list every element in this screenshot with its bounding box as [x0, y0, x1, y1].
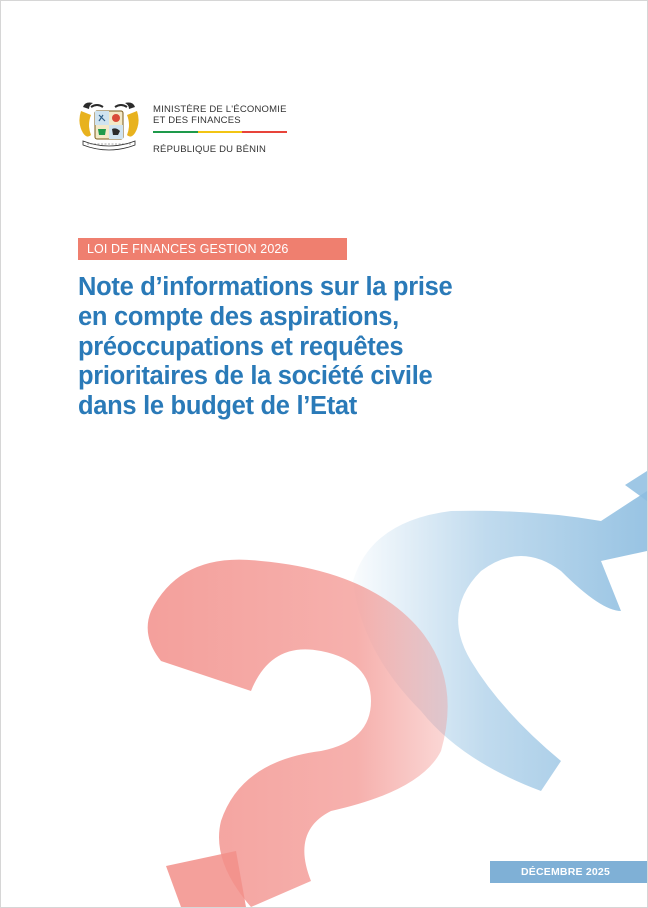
question-marks-illustration: [1, 461, 647, 907]
ministry-header: [77, 99, 317, 159]
title-line: en compte des aspirations,: [78, 302, 399, 331]
date-badge: DÉCEMBRE 2025: [490, 861, 647, 883]
title-line: Note d’informations sur la prise: [78, 273, 453, 301]
republic-name: RÉPUBLIQUE DU BÉNIN: [153, 144, 267, 155]
page-title: [78, 273, 578, 422]
finance-law-tag: LOI DE FINANCES GESTION 2026: [78, 238, 347, 260]
ministry-name-line-1: MINISTÈRE DE L'ÉCONOMIE: [153, 104, 287, 115]
title-line: préoccupations et requêtes: [78, 332, 404, 361]
ministry-block: [153, 104, 303, 157]
benin-coat-of-arms-icon: [77, 99, 141, 157]
flag-color-bar: [153, 131, 287, 133]
title-line: prioritaires de la société civile: [78, 362, 433, 391]
title-line: dans le budget de l’Etat: [78, 392, 358, 421]
ministry-name-line-2: ET DES FINANCES: [153, 115, 241, 126]
